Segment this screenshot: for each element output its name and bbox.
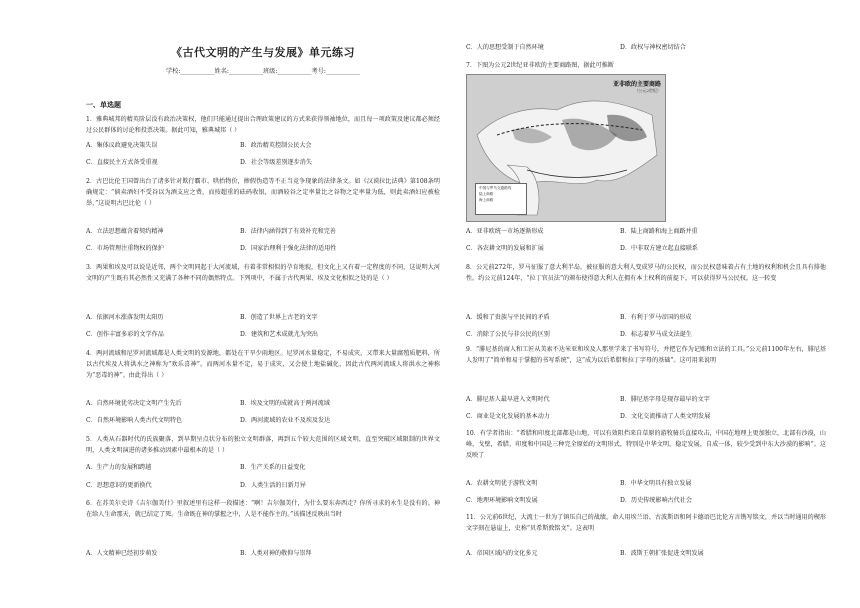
question-1: 1．雅典城邦的精英阶层没有政治决策权，他们只能通过提出合理政策建议的方式来获得领袖地位，而且每一项政策及建议都必须经过公民群体的讨论和投票决策。据此可知，雅典城邦（ ）: [86, 116, 440, 135]
option: A．人文精神已经初步萌发: [86, 550, 158, 557]
option: C．创作丰富多彩的文学作品: [86, 331, 164, 338]
page-title: 《古代文明的产生与发展》单元练习: [171, 46, 355, 59]
trade-route-map: [466, 74, 666, 222]
option: B．中华文明具有独立发展: [620, 480, 692, 487]
question-3: 3．两果和埃及可以说是近邻，两个文明同起于大河流域，有着非常相似的孕育地貌，但文化上又有着一定程度的不同，这说明大河文明的产生既有其必然性又充满了各种不同的偶然特点。下列项中，不属于古代两果、埃及文化相似之处的是（ ）: [86, 264, 440, 283]
option: A．依据河水涨落发明太阳历: [86, 314, 164, 321]
option: B．陆上商路和海上商路并重: [620, 228, 698, 235]
legend-item: 中国与罗马交通路线: [479, 186, 512, 190]
option: D．人类生活的日新月异: [240, 482, 306, 489]
legend-item: 陆上商路: [479, 192, 494, 196]
option: C．各农耕文明的发展和扩展: [466, 245, 544, 252]
option: C．人的思想受制于自然环境: [466, 44, 544, 51]
option: B．政治精英控制公民大会: [240, 142, 312, 149]
option: B．波斯王朝扩张促进文明发展: [620, 550, 704, 557]
question-7: 7．下图为公元2世纪亚非欧的主要商路图，据此可推断: [466, 62, 614, 69]
question-6: 6．在苏美尔史诗《吉尔伽美什》里叙述里有这样一段描述：“啊！吉尔伽美什，为什么要东奔西走？你所寻求的永生是没有的。神在给人生命那天，就已结定了死。生命既在神的掌握之中，人是不能作主的。”该描述反映出当时: [86, 500, 440, 519]
option: A．立法思想蕴含着契约精神: [86, 228, 164, 235]
option: A．帝国区域内的文化多元: [466, 550, 538, 557]
map-legend: [475, 183, 527, 215]
option: A．集体议政避免决策失误: [86, 142, 158, 149]
option: B．埃及文明的成就高于两河流域: [240, 400, 330, 407]
option: C．地理环境影响文明发展: [466, 497, 538, 504]
option: A．自然环境优劣决定文明产生先后: [86, 400, 182, 407]
option: D．中非双方建立起直接联系: [620, 245, 699, 252]
option: D．社会等级差别逐步消失: [240, 159, 312, 166]
section-heading: 一、单选题: [86, 100, 121, 109]
option: D．文化交流推动了人类文明发展: [620, 413, 711, 420]
question-9: 9．“腓尼基的商人和工匠从美索不达米亚和埃及人那里学来了书写符号，并把它作为记账和立法的工具。”公元前1100年左右，腓尼基人发明了“简单和易于掌握的书写系统”，这“成为以后希腊和拉丁字母的基础”。这可用来说明: [466, 346, 826, 365]
student-info-line: 学校:___________姓名:___________班级:___________考号:___________: [166, 68, 360, 75]
option: B．有利于罗马帝国的形成: [620, 314, 692, 321]
question-5: 5．人类从石器时代的氏族聚落，到早期呈点状分布的独立文明群落，再到五个较大范围的区域文明，直至突破区域限制的世界文明，人类文明演进的诸多推动因素中最根本的是（ ）: [86, 436, 440, 455]
option: D．标志着罗马成文法诞生: [620, 331, 692, 338]
option: D．两河流域的农业不及埃及发达: [240, 417, 331, 424]
option: C．思想意识的更新换代: [86, 482, 152, 489]
option: B．生产关系的日益变化: [240, 464, 306, 471]
question-4: 4．两河流域和尼罗河流域都是人类文明的发源地，都处在干旱少雨地区。尼罗河水量稳定，不易成灾，又带来大量腐殖质肥料，所以古代埃及人将洪水之神称为“欢乐喜神”。而两河水量不定，易于成灾，又会使土地盐碱化，因此古代两河流域人将洪水之神称为“恶毒的神”。由此得出（ ）: [86, 350, 440, 380]
question-8: 8．公元前272年，罗马征服了意大利半岛，被征服的意大利人变成罗马的公民权，而公民权意味着占有土地的权利和机会且具有排他性。约公元前124年，“拉丁官员法”的颁布使得意大利人在拥有本土权利的前提下，可以获得罗马公民权。这一转变: [466, 264, 826, 283]
option: A．腓尼基人最早进入文明时代: [466, 396, 550, 403]
option: B．创造了世界上古老的文字: [240, 314, 318, 321]
question-10: 10．有学者指出：“希腊和印度北部都是山地，可以有效阻挡来自草原的游牧骑兵直接攻击，中国在地理上更加独立，北部有沙漠，山峰，戈壁，希腊，印度和中国是三种完全原始的文明形式，特别是中华文明，稳定发展，自成一体，较少受到中东大沙漠的影响”。这反映了: [466, 430, 826, 460]
option: D．国家治理利于强化法律的适用性: [240, 245, 337, 252]
option: D．建筑和艺术成就尤为突出: [240, 331, 319, 338]
option: A．亚非欧统一市场逐渐形成: [466, 228, 544, 235]
question-2: 2．古巴比伦王国曾出台了诸多针对欺行霸市、哄抬物价，掺假伪造等不正当竞争现象的法律条文。如《汉谟拉比法典》第108条明确规定：“倘卖酒妇不受谷以为酒支应之费，而按超重的砝码收银，而酒较谷之定率量比之谷物之定率量为低，则此卖酒妇应被检举，”这说明古巴比伦（ ）: [86, 178, 440, 208]
option: D．历史传统影响古代社会: [620, 497, 692, 504]
option: C．商业是文化发展的基本动力: [466, 413, 550, 420]
option: C．自然环境影响人类古代文明特色: [86, 417, 183, 424]
legend-item: 海上商路: [479, 198, 494, 202]
option: C．直接民主方式备受重视: [86, 159, 158, 166]
option: B．腓尼基字母是现存最早的文字: [620, 396, 710, 403]
question-11: 11．公元前6世纪，大流士一世为了镇压自己的战绩，命人用埃兰语、古波斯语和阿卡德语巴比伦方言镌写铭文，并以当时通用的楔形文字刻在悬崖上，史称“贝希斯敦铭文”。这表明: [466, 514, 826, 533]
option: B．法律内涵得到了有效补充和完善: [240, 228, 336, 235]
option: B．人类对神的敬仰与崇拜: [240, 550, 312, 557]
option: A．农耕文明优于游牧文明: [466, 480, 538, 487]
option: C．市场管理注重物权的保护: [86, 245, 164, 252]
option: A．缓和了贵族与平民间的矛盾: [466, 314, 550, 321]
map-subtitle: （公元2世纪）: [634, 88, 661, 93]
option: A．生产力的发展和跨越: [86, 464, 152, 471]
map-title: 亚非欧的主要商路: [612, 81, 661, 88]
option: D．政权与神权密切结合: [620, 44, 686, 51]
option: C．消除了公民与非公民的区别: [466, 331, 550, 338]
